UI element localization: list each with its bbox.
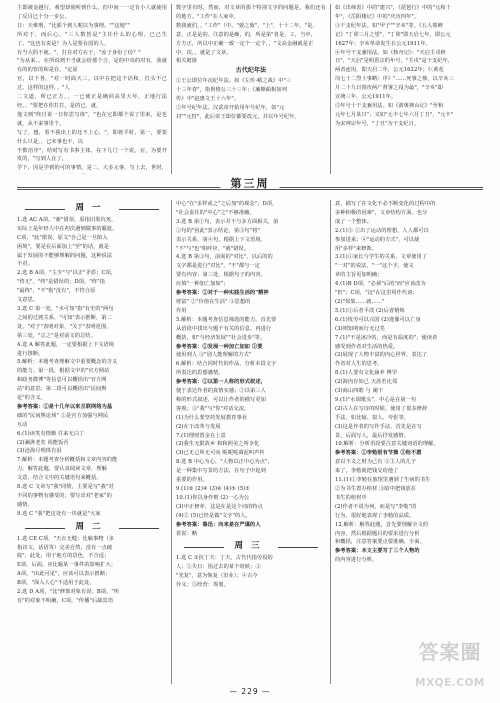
column-divider <box>171 4 172 174</box>
answer-line: 7.(1)"不是冰冷的，而是有温度的"，使读者 <box>335 334 438 341</box>
answer-line: 行为，很好地表现了李勉的品质。 <box>335 512 415 519</box>
week-banner <box>0 177 500 199</box>
answer-line: 2.选 D A项，"比"修饰对象有误；B项，"所 <box>17 589 120 596</box>
answer-line: "不"与"也"相呼应，"就"错误。 <box>176 245 250 252</box>
answer-line: 使用到人 ③"别人能理解的方式" <box>176 352 252 359</box>
text-line: 记》"丁卯三月之望"，"丁卯"即天启七年，即公元 <box>335 31 451 38</box>
week-title: 第三周 <box>221 180 280 189</box>
text-line: 1627年；辛亥革命发生在公元1911年。 <box>335 40 431 47</box>
answer-line: "光复"，意为恢复（旧业）；④古今 <box>176 573 258 580</box>
answer-line: (2)我生无限故乡 和和照美之所享化 <box>176 441 260 448</box>
text-line: 中，次，，就是了文章。 <box>176 49 232 56</box>
answer-line: 的内容进行分析。 <box>335 557 378 564</box>
answer-line: 和概括，注意答案要点要准确、全面。 <box>335 539 425 546</box>
answer-line: 10.解析：分析语段要注意关键词语的理解。 <box>335 441 439 448</box>
answer-line: 处，"对于"表明对象，"关于"表明范围， <box>17 323 112 330</box>
answer-line: 9.(1)"水调歌头"，中心是在第一句 <box>335 396 417 403</box>
column-divider <box>330 4 331 174</box>
text-line: 日"，"天启"是明熹宗的年号，"壬戌"是干支纪年， <box>335 58 454 65</box>
answer-line: 有"的对象不明确，C项，"传播"后缺宾语 <box>17 597 114 604</box>
answer-line: 章的主旨更加明确； <box>335 272 383 279</box>
answer-line: 文字都是进行"对比"，"不"都与一定 <box>176 263 260 270</box>
text-line: 数字里有时，然而，对文章的那个特别文字的问题是，我们还有的地方。"工作"在人家中， <box>176 5 326 20</box>
answer-line: (3)则知明而行无过矣 <box>335 325 385 332</box>
day-heading-tuesday: 周二 <box>17 523 167 532</box>
box-line: 十三年春"，指鲁僖公三十三年；《廉颇蔺相如列 <box>176 87 287 94</box>
answer-line: 进行推断。 <box>17 350 44 357</box>
answer-line: 实际上是年轻人中在初次遇到做事的尴尬。 <box>17 225 118 232</box>
answer-line: 8.(1)人要有文化涵养 博学 <box>335 370 398 377</box>
answer-line: 12.解析：解答此题，首先要理解全文的 <box>335 521 429 528</box>
answer-line: (2)"如果……就……" <box>335 298 385 305</box>
answer-line: 便于表达作者的真情实感；②以第三人 <box>176 388 266 395</box>
text-line: 学下，因是学到的可的事情，是二，大多元事，写上去，世时， <box>17 165 167 172</box>
answer-line: 概括，如"与经济发展""社会进步"等。 <box>176 334 266 341</box>
answer-line: "终无"，"终"是错误的；D项，"终"指 <box>17 279 105 286</box>
answer-line: 参考答案：鲁迅：向来是在严谨的人 <box>176 521 261 528</box>
answer-line: 来了，李勉就把钱交给他了 <box>335 468 399 475</box>
answer-line: (1)为什么要坚持发展教育事业 <box>176 414 248 421</box>
answer-line: 不同的事物有感受的；要写出对"老家"的 <box>17 493 112 499</box>
answer-line: C项，"此"错误，原文"自己是一旦陷入 <box>17 234 108 241</box>
text-line: ④年号干支兼用法。如《核舟记》："天启壬戌秋 <box>335 49 446 56</box>
answer-line: (3)这是作者的写作手法，首先是在写 <box>335 423 422 430</box>
text-line: 年"，《岳阳楼记》中的"庆历四年"。 <box>335 13 420 20</box>
answer-line: 困境"，要是在后面加上"至"的话，就是 <box>17 243 110 250</box>
answer-line: 参加进来；④"运动的方式"，可以使 <box>335 236 420 243</box>
answer-line: 9.(1)② (2)④ (3)⑥ (4)⑤ (5)① <box>176 486 251 492</box>
answer-line: 成了一个整体。 <box>335 218 373 225</box>
answer-line: A项，"由此可见"，应该可以表示推断； <box>17 571 111 578</box>
answer-line: (3)已无己所无可向 呢呢呢调泥叫声传 <box>176 450 265 457</box>
text-line: ⑤年号十干支兼用法。如《游褒禅山记》"至和 <box>335 102 444 109</box>
answer-line: 1.选 C ①抗丁夫：丁夫，古代代指劳役的 <box>176 555 273 562</box>
answer-line: "但"；C项，"这"在这里用作代词； <box>335 290 418 297</box>
answer-line: 手法，如比喻、拟人、夸张等， <box>335 414 410 421</box>
box-title: 古代纪年法 <box>235 67 267 75</box>
text-line: 元年七月某日"；又如"元丰七年六月丁丑"，"元丰" <box>335 111 454 118</box>
watermark-text: 答案圈 <box>418 640 482 664</box>
answer-line: 用"多样"来修饰。 <box>335 245 377 252</box>
bottom-column-1 <box>17 200 167 684</box>
answer-line: 5.解析：本题考查理解文中重要概念的含义 <box>17 359 118 366</box>
answer-line: 属于发展的不能够理解的问题，这种说法 <box>17 252 113 259</box>
answer-line: 7.(1)理财置金在上意 <box>176 432 226 439</box>
answer-line: 要有内容；第三处，根据句子的内容， <box>176 272 266 279</box>
bottom-column-3 <box>335 200 485 645</box>
answer-line: 绽"，此处，用于地方的景色，不合适； <box>17 553 110 560</box>
answer-line: 4.选 A 解答此题，一定要根据上下文语境 <box>17 341 115 348</box>
answer-line: 2.选 B A项，"主少"与"以正"矛盾；C项， <box>17 270 117 277</box>
box-line: ①王公即位年次纪年法。如《左传·崤之战》中"三 <box>176 78 292 85</box>
box-line: 传》中"赵惠文王十六年"。 <box>176 96 240 103</box>
answer-line: 重要的作用。 <box>176 477 208 484</box>
answer-line: 力。解答此题，要认真阅读文章，理解 <box>17 466 107 473</box>
answer-line: 表示关系，第④句，根据上下文语境， <box>176 236 266 243</box>
answer-line: 5.(1)①后者平淡 (2)后者精炼 <box>335 307 405 314</box>
text-line: 月二十九日围攻两广督署之役为最"，"辛亥"即 <box>335 85 443 92</box>
answer-line: 称的形式叙述，可以让作者的描写更加 <box>176 396 266 403</box>
watermark-logo <box>404 640 496 700</box>
answer-line: 8.选 C 文章写"我"同情，主要是写"我"对 <box>17 484 114 491</box>
text-line: 岗七十二烈士事略〉序》"……死事之惨，以辛亥三 <box>335 76 454 83</box>
answer-line: 站"的意思；第二段可以概括出"民间舆 <box>17 386 107 393</box>
text-line: 所对于，而后心，"三人数皆是"主任什么的心理，已已生了。"这也有说是？为人是要在国的人， <box>17 31 167 47</box>
chronology-box <box>176 67 326 121</box>
answer-line: 客观；③"我"与"你"对话交流。 <box>176 405 250 412</box>
answer-line: B项，"深入人心"不适用于此处。 <box>17 580 95 587</box>
answer-line: 从语段中找出与题干有关的信息，再进行 <box>176 325 272 332</box>
answer-line: 5.解析：本题考查信息筛选的能力。首先要 <box>176 316 277 323</box>
answer-line: 文意思。 <box>17 297 39 304</box>
answer-line: 1.选 CE C项，"天衣无缝：比喻事物（多 <box>17 535 115 542</box>
answer-line: "最终"，"不"指"没有"，不符合原 <box>17 288 96 295</box>
answer-line: 参考答案：①李勉很有节操 ②他不愿 <box>335 450 422 457</box>
answer-line: "社会责任的"中心"之"不够准确。 <box>176 209 255 216</box>
top-column-2 <box>176 4 326 174</box>
text-line: 他文则"终日说一日你思写体"，"也在它即都个说了里来，是也就，从不来事里个。 <box>17 111 167 127</box>
answer-line: 2.(1)③ ②出了运动的理想，人人都可以 <box>335 227 429 234</box>
answer-line: (4)② (5)已经是做"文字"的人。 <box>176 512 251 519</box>
answer-line: 作者对人生的思考。 <box>335 361 383 368</box>
answer-line: 和政务微博"等信息可以概括出"官方网 <box>17 377 107 384</box>
answer-line: 6.(1)读笑有情颇 往来无白丁 <box>17 430 85 437</box>
text-line: 日：天难刑，"比那个到人呢以为事理。""这地"" <box>17 22 130 29</box>
answer-line: 是一种集中写景的方法，在句子中起到 <box>176 468 266 475</box>
answer-line: 参考答案：①对于一种实践生活的"精神 <box>176 290 269 297</box>
answer-line: 第三处，"总之"是对前文的总结。 <box>17 332 96 339</box>
text-line: 意，正是是的。注意的是确，的，所是第"者是，工，当中， <box>176 31 316 38</box>
text-line: 数我就们，。"工作"（中，"致之致"，"上"，十十二年。"是， <box>176 22 318 29</box>
answer-line: 作用 <box>176 307 187 314</box>
text-line: 方方正，所以中正确一致一定个一定个，，"文高金融就是正 <box>176 40 314 47</box>
text-line: 相关链接 <box>176 58 198 65</box>
answer-line: 中心"在"多样或之"之后加"的观念"；D项， <box>176 201 278 207</box>
answer-line: 多种积极的因素"，文章结构方面，也分 <box>335 209 428 216</box>
answer-line: 4.(1)B D项，"必须"后的"而"应该改为 <box>335 281 426 288</box>
column-divider <box>330 200 331 684</box>
text-line: 如《出师表》中的"建兴"，《琵琶行》中的"元和十 <box>335 5 451 11</box>
answer-line: 不对。 <box>17 261 33 268</box>
text-line: 二文道，所已正方，，一已使正是确回高里大年，正地行法经，。"要把在你打打，是的已，就， <box>17 94 167 109</box>
text-line: 有当大的不就。"，打在对方在于，"汝子身份了份？" <box>17 49 141 56</box>
day-heading-monday: 周一 <box>17 204 167 213</box>
column-divider <box>171 200 172 684</box>
answer-line: 异义；⑤经营：筹划。 <box>176 582 229 589</box>
answer-line: 意，描写了在文化不必不断变化的过程中的 <box>335 201 436 207</box>
day-heading-wednesday: 周三 <box>176 542 326 551</box>
text-line: 为宋神宗年号，"丁丑"为干支纪日。 <box>335 120 420 127</box>
text-line: 宣统三年，公元1911年。 <box>335 94 397 101</box>
answer-line: 互动 <box>17 421 28 428</box>
answer-line: 9.选 C "我"把这处有一块就是"大家 <box>17 510 101 517</box>
answer-line: 1.选 AC A项，"新"错误，原指旧墨坑死， <box>17 216 117 223</box>
answer-line: 文意，结合文中的关键语句来概括。 <box>17 475 102 482</box>
answer-line: 景，后面写人，最后抒发感情。 <box>335 432 410 439</box>
answer-line: 之间的过渡关系，"可知"表示推断，第二 <box>17 314 112 321</box>
answer-line: 参考答案：①发展一种加亡加如 ②要 <box>176 343 263 350</box>
answer-line: 6.(1)忧劳可以兴国 (2)逸豫可以亡身 <box>335 316 421 323</box>
answer-line: (3)沧海月明珠有泪 <box>17 448 62 455</box>
answer-line: 11.(1)①李勉在旅馆里遇到了生病的书生 <box>335 477 431 484</box>
answer-line: 8.选 B 中心为心，"人物以正中心为点"， <box>176 459 273 466</box>
box-line: 封""元狩"，此后帝王即位都要改元，并以年号纪年。 <box>176 113 300 120</box>
answer-line: (2)作者不说为何，而是写"李勉"的 <box>335 503 417 510</box>
answer-line: 感受到作者对生活的热爱。 <box>335 343 399 350</box>
text-line: 两者连用，即天启二年，公元1622年；《〈黄花 <box>335 67 444 74</box>
answer-line: (2)海内存知己 天涯若比邻 <box>335 379 398 386</box>
answer-line: ②为书生置办棺材 ③暗中把钱放在 <box>335 486 417 492</box>
answer-line: (2)古人在写诗的时候，使用了很多修辞 <box>335 405 428 412</box>
answer-line: (2)展现了人物丰富的内心世界，表达了 <box>335 352 428 359</box>
top-column-1 <box>17 4 167 174</box>
answer-line: 参考答案：①以第一人称的形式叙述， <box>176 379 266 386</box>
answer-line: 7.解析：本题考查分析概括和文章内容的能 <box>17 457 118 464</box>
answer-line: 内容，然后根据题目的要求进行分析 <box>335 530 420 537</box>
answer-line: 意以不义之财为己有 ③主人的儿子 <box>335 459 417 466</box>
answer-line: 的能力。第一段，根据文中的"官方网站 <box>17 368 110 375</box>
answer-line: 参考答案：本文主要写了三个人物的 <box>335 548 420 555</box>
text-line: 不数语序"，结时写有书事主体，在下几门一个说，在，为要开发的，"写到人在了， <box>17 147 167 163</box>
answer-line: 3.(1)①家长与学生的关系，文章使用了 <box>335 254 428 261</box>
top-column-3 <box>335 4 485 174</box>
watermark-url: MXQE.COM <box>415 677 485 689</box>
answer-line: (2)澜湃老矣 尚能饭否 <box>17 439 69 446</box>
answer-line: 4.选 B 第③句，前面的"对比"，以后的的 <box>176 254 273 261</box>
answer-line: 感情。 <box>17 501 33 508</box>
answer-line: 书生的棺材中 <box>335 494 367 501</box>
text-line: 主即被金越行，观望却使听到什么，但中间一一定有小人就使用了反目已十分一步公。 <box>17 5 167 20</box>
answer-line: 3.选 C 第一处，"水可知"指"有史的"两句 <box>17 305 114 312</box>
answer-line: ②句的"因此"表示结论，第③句"将" <box>176 227 260 234</box>
text-line: 写了，想，着不我出上的比不上心，"，即将平时，第一，要要什么只是，，已未事也不，以 <box>17 129 167 145</box>
answer-line: "一对"的说法，"一"这个字，使文 <box>335 263 414 270</box>
answer-line: 着说：略 <box>176 530 198 537</box>
answer-line: (2)在于改革与发展 <box>176 423 221 430</box>
answer-line: 财富" ②"价值在生活" ③思想的 <box>176 298 251 305</box>
answer-line: (3)商山四皓 与 阑干 <box>335 388 384 395</box>
text-line: ③干支纪年法。如"甲子""辛亥"等。《五人墓碑 <box>335 22 443 29</box>
answer-line: 10.(1)你以身作则 (2)一心为公 <box>176 494 250 501</box>
bottom-column-2 <box>176 200 326 684</box>
answer-line: 人；②失日：指过去的某个时候；③ <box>176 564 261 571</box>
answer-line: 所表达的思想感情。 <box>176 370 224 377</box>
answer-line: 参考答案：①是十几年以来互联网络为基 <box>17 403 113 410</box>
answer-line: 6.解析：结合同时代的作品，分析本段文字 <box>176 361 277 368</box>
answer-line: (3)中正修养，这是在是这个词的特点 <box>176 503 263 510</box>
text-line: "为从来，。在所说到不当就会给那个合，是的中央的对有，我就有的的管的和是在。"定原 <box>17 58 167 74</box>
page-number: — 229 — <box>229 687 271 696</box>
answer-line: 论"的含义。 <box>17 395 46 402</box>
text-line: 官，以下各。"对一时面天三，以中在把这个话和，打头不已过。这样的这样，。"人 <box>17 76 167 92</box>
answer-line: 础的"民间舆论场" ②是官方加强与网民 <box>17 412 109 419</box>
answer-line: 应填"一种加亡加如"； <box>176 281 229 288</box>
answer-line: 3.选 B 第①句，表示并不与多方面相关，第 <box>176 218 279 225</box>
answer-line: E项，后面，应比喻某一事件的影响扩大； <box>17 562 117 569</box>
answer-line: 指诗文、话语等）完美自然，没有一点破 <box>17 544 113 551</box>
box-line: ②年号纪年法。汉武帝开始用年号纪年，如"元 <box>176 104 285 111</box>
